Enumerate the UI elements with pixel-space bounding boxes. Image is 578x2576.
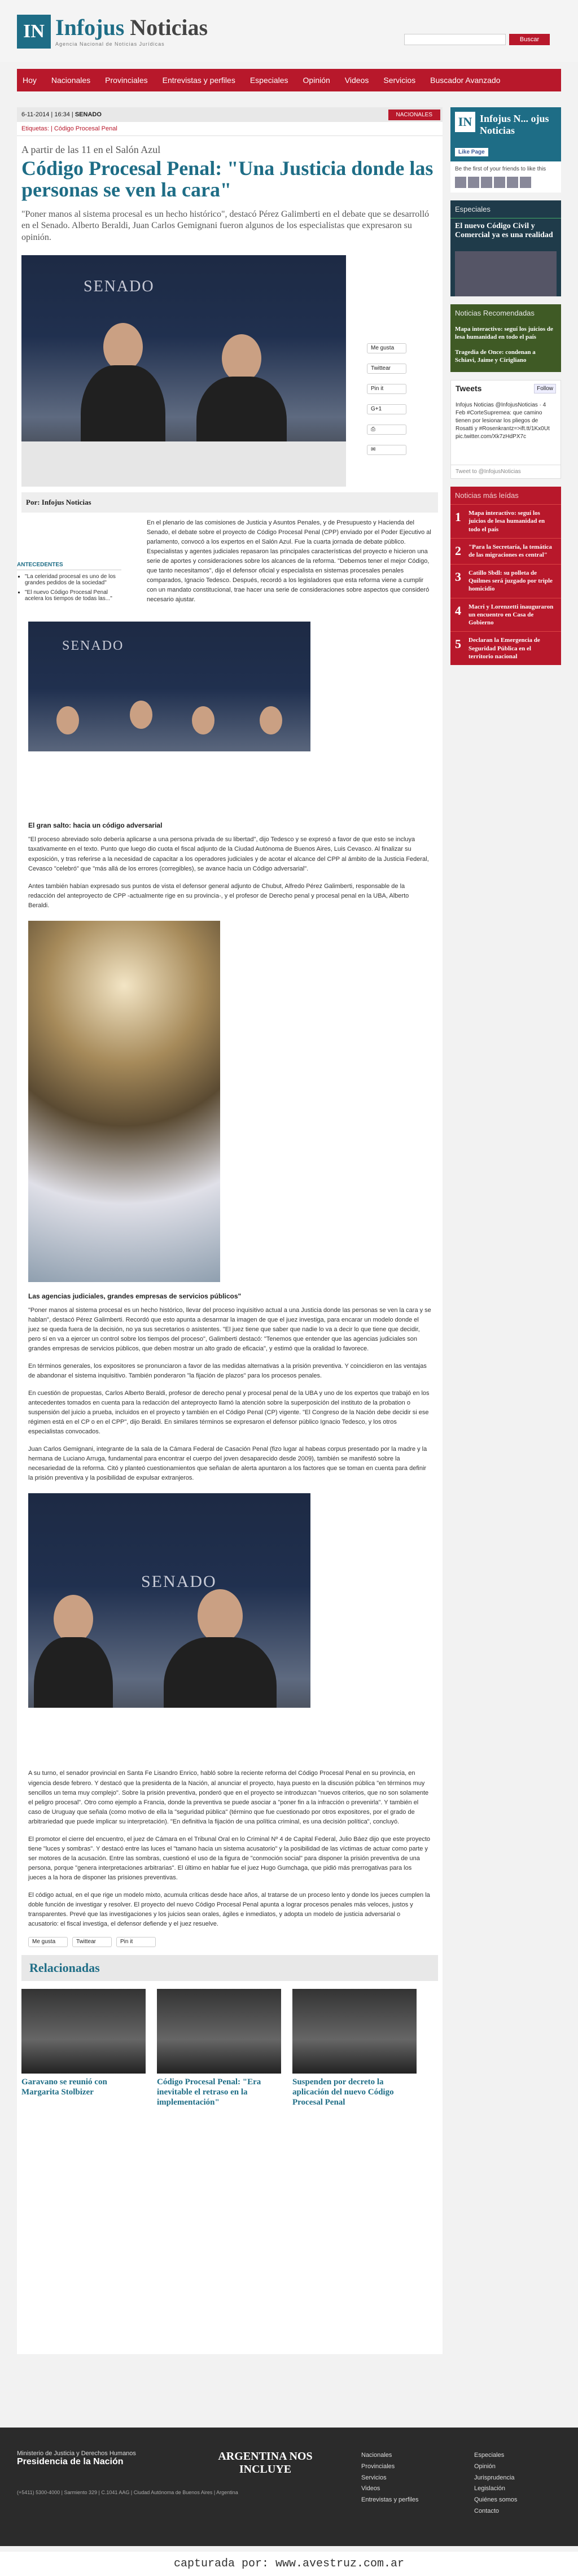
footer-link[interactable]: Provinciales (361, 2463, 395, 2470)
especiales-heading: Especiales (450, 200, 561, 218)
nav-servicios[interactable]: Servicios (383, 76, 416, 85)
fb-page-name[interactable]: Infojus N... ojus Noticias (480, 113, 549, 136)
article-time: 16:34 (54, 111, 70, 118)
tweet-button-bottom[interactable]: Twittear (72, 1937, 112, 1947)
article-title: Código Procesal Penal: "Una Justicia donde las personas se ven la cara" (21, 157, 434, 201)
paragraph-4: "Poner manos al sistema procesal es un hecho histórico, llevar del proceso inquisitivo actual a una Justicia donde las personas se ven la cara y se hablan", destacó Pérez Galimberti. Recordó que esto apunta a desarmar la imagen de que el juez investiga, para encarar un modelo donde el juez se queda fuera de la decisión, no ya sus secretarios o asistentes. "El juez tiene que saber que nadie lo va a decir lo que tiene que decidir, pero sí en va a ejercer un control sobre los tiempos del proceso", Galimberti destacó: "Tenemos que entender que las agencias judiciales son grandes empresas de servicios públicos, que deben mostrar un alto grado de eficacia", y estimó que la oralidad lo favorece. (28, 1306, 431, 1352)
print-icon[interactable]: ⎙ (367, 425, 406, 435)
main-nav (17, 69, 561, 91)
masleidas-heading: Noticias más leídas (455, 491, 519, 500)
footer-link[interactable]: Opinión (474, 2463, 496, 2470)
related-thumb (157, 1989, 281, 2074)
photo-senado-panel: SENADO (28, 622, 310, 814)
article-meta: 6-11-2014 | 16:34 | SENADO NACIONALES (17, 107, 443, 122)
article-pretitle: A partir de las 11 en el Salón Azul (21, 144, 161, 155)
search-button[interactable]: Buscar (509, 34, 550, 45)
paragraph-3: Antes también habían expresado sus puntos de vista el defensor general adjunto de Chubut, Alfredo Pérez Galimberti, responsable de la redacción del anteproyecto de CPP -actualmente rige en su provincia-, y el profesor de Derecho penal y procesal penal en la UBA, Alberto Beraldi. (28, 882, 409, 909)
nav-videos[interactable]: Videos (344, 76, 369, 85)
twitter-widget (450, 380, 561, 479)
site-tagline: Agencia Nacional de Noticias Jurídicas (55, 41, 165, 47)
related-item[interactable]: Suspenden por decreto la aplicación del nuevo Código Procesal Penal (292, 1989, 417, 2107)
footer-link[interactable]: Jurisprudencia (474, 2474, 515, 2481)
pinterest-button[interactable]: Pin it (367, 384, 406, 394)
nav-opinion[interactable]: Opinión (303, 76, 330, 85)
paragraph-5: En términos generales, los expositores se pronunciaron a favor de las medidas alternativas a la prisión preventiva. Y coincidieron en las ventajas de abandonar el sistema inquisitivo. También ponderaron "la fijación de plazos" para los procesos penales. (28, 1362, 427, 1380)
search-form (404, 34, 550, 45)
footer-link[interactable]: Legislación (474, 2485, 506, 2492)
antecedentes-heading: ANTECEDENTES (17, 562, 121, 570)
especiales-thumb (455, 251, 557, 296)
nav-hoy[interactable]: Hoy (23, 76, 37, 85)
paragraph-9: El promotor el cierre del encuentro, el juez de Cámara en el Tribunal Oral en lo Criminal Nº 4 de Capital Federal, Julio Báez dijo que este proyecto tiene "luces y sombras". Y destacó entre las luces el "tamano hacia un sistema acusatorio" y la posibilidad de las víctimas de actuar como parte y ser motores de la acusación. Entre las sombras, cuestionó el uso de la figura de "conmoción social" para disponer la prisión preventiva de una persona, porque "genera interpretaciones arbitrarias". El último en hablar fue el juez Hugo Gumchaga, que pidió más prerrogativas para los jueces a la hora de disponer las prisiones preventivas. (28, 1835, 431, 1881)
tweets-heading: Tweets (456, 384, 482, 393)
email-icon[interactable]: ✉ (367, 445, 406, 455)
nav-provinciales[interactable]: Provinciales (105, 76, 148, 85)
logo-mark: IN (17, 15, 51, 49)
footer-link[interactable]: Entrevistas y perfiles (361, 2496, 419, 2504)
antecedente-link[interactable]: ▪ "El nuevo Código Procesal Penal acelera los tiempos de todas las..." (25, 589, 121, 602)
gplus-button[interactable]: G+1 (367, 404, 406, 414)
related-item[interactable]: Garavano se reunió con Margarita Stolbizer (21, 1989, 146, 2107)
photo-salon-azul (28, 921, 220, 1282)
section-tag[interactable]: NACIONALES (388, 110, 440, 120)
footer-link[interactable]: Especiales (474, 2452, 505, 2459)
fb-avatars (450, 177, 561, 193)
paragraph-2: "El proceso abreviado solo debería aplicarse a una persona privada de su libertad", dijo Tedesco y se expresó a favor de que esto se incluya taxativamente en el texto. Punto que luego dio cuota el fiscal adjunto de la Ciudad Autónoma de Buenos Aires, Luis Cevasco. Al finalizar su exposición, y tras referirse a la necesidad de capacitar a los operadores judiciales y de acotar el alcance del CPP al ámbito de la Justicia Federal, Cevasco "celebró" que "más allá de los errores (corregibles), se avance hacia un Código adversarial". (28, 836, 429, 872)
site-logo[interactable] (17, 15, 208, 49)
pinterest-button-bottom[interactable]: Pin it (116, 1937, 156, 1947)
masleida-item[interactable]: 3 Catillo Sbdl: su polleta de Quilmes será juzgado por triple homicidio (450, 564, 561, 598)
paragraph-7: Juan Carlos Gemignani, integrante de la sala de la Cámara Federal de Casación Penal (fizo lugar al habeas corpus presentado por la madre y la hermana de Luciano Arruga, fundamental para encontrar el cuerpo del joven desaparecido desde 2009), también se manifestó sobre la necesariedad de la reforma. Citó y planteó cuestionamientos que señalan de alerta apuntaron a los factores que se toman en cuenta para definir la prisión preventiva y la posibilidad de expulsar extranjeros. (28, 1446, 427, 1482)
footer-link[interactable]: Contacto (474, 2507, 500, 2514)
nav-entrevistas[interactable]: Entrevistas y perfiles (162, 76, 235, 85)
paragraph-8: A su turno, el senador provincial en Santa Fe Lisandro Enrico, habló sobre la reciente reforma del Código Procesal Penal en su provincia, en vigencia desde febrero. Y destacó que la presidenta de la Nación, al anunciar el proyecto, haya puesto en la discusión pública "en términos muy sencillos un tema muy complejo". Sobre la prisión preventiva, ponderó que en el proyecto se introduzcan "nuevos criterios, que no son solamente el peligro procesal". Otro como ejemplo a Francia, donde la preventiva se puede asociar a "poner fin a la infracción o prevenirla". Y también el caso de Uruguay que señala (como motivo de ella la "seguridad pública" (término que fue cuestionado por otros expositores, por el grado de arbitrariedad que puede implicar su interpretación). "En definitiva la fijación de una política criminal, es una decisión política", concluyó. (28, 1770, 429, 1825)
masleida-item[interactable]: 4 Macri y Lorenzetti inauguraron un encuentro en Casa de Gobierno (450, 598, 561, 632)
especiales-text: El nuevo Código Civil y Comercial ya es una realidad (455, 222, 553, 239)
footer-ministerio[interactable]: Ministerio de Justicia y Derechos Humanos Presidencia de la Nación (17, 2450, 136, 2466)
related-thumb (21, 1989, 146, 2074)
share-bar-bottom (28, 1937, 431, 1947)
recomendadas-heading: Noticias Recomendadas (455, 309, 535, 317)
footer-argentina-logo: ARGENTINA NOS INCLUYE (218, 2450, 313, 2476)
masleida-item[interactable]: 2 "Para la Secretaría, la temática de las migraciones es central" (450, 538, 561, 564)
article-lead: "Poner manos al sistema procesal es un hecho histórico", destacó Pérez Galimberti en el debate que se desarrolló en el Senado. Alberto Beraldi, Juan Carlos Gemignani fueron algunos de los especialistas que expresaron su opinión. (21, 209, 430, 243)
facebook-like-button-bottom[interactable]: Me gusta (28, 1937, 68, 1947)
tweet-text: Infojus Noticias @InfojusNoticias · 4 Feb #CorteSupremea: que camino tienen por lesionar los pliegos de Rosatti y #Rosenkrantz=>ift.tt/1Kx0Ut pic.twitter.com/Xk7zHdPX7c (456, 402, 550, 440)
fb-friends-text: Be the first of your friends to like this (450, 161, 561, 177)
tags-breadcrumb[interactable]: Etiquetas: | Código Procesal Penal (17, 122, 443, 136)
related-list (17, 1981, 443, 2115)
avatar (455, 177, 466, 188)
related-item[interactable]: Código Procesal Penal: "Era inevitable el retraso en la implementación" (157, 1989, 281, 2107)
photo-credit: Por: Infojus Noticias (21, 492, 438, 513)
site-footer (0, 2428, 578, 2546)
avatar (507, 177, 518, 188)
avatar (494, 177, 505, 188)
tweet-input[interactable]: Tweet to @InfojusNoticias (451, 465, 561, 478)
masleida-item[interactable]: 5 Declaran la Emergencia de Seguridad Pública en el territorio nacional (450, 631, 561, 665)
section-heading-adversarial: El gran salto: hacia un código adversarial (28, 821, 163, 830)
footer-link[interactable]: Quiénes somos (474, 2496, 518, 2504)
footer-link[interactable]: Servicios (361, 2474, 387, 2481)
related-thumb (292, 1989, 417, 2074)
recomendadas-box (450, 304, 561, 372)
footer-links-2 (474, 2450, 517, 2517)
main-photo: SENADO (21, 255, 346, 487)
sidebar (450, 107, 561, 665)
tweet-button[interactable]: Twittear (367, 364, 406, 374)
footer-links-1 (361, 2450, 418, 2506)
recomendada-item[interactable]: Tragedia de Once: condenan a Schiavi, Jaime y Cirigliano (455, 348, 536, 364)
fb-like-page-button[interactable]: Like Page (455, 148, 488, 156)
capture-credit: capturada por: www.avestruz.com.ar (0, 2552, 578, 2576)
photo-speaker: SENADO (28, 1493, 310, 1759)
footer-link[interactable]: Nacionales (361, 2452, 392, 2459)
search-input[interactable] (404, 34, 506, 45)
nav-nacionales[interactable]: Nacionales (51, 76, 91, 85)
antecedente-link[interactable]: ▪ "La celeridad procesal es uno de los grandes pedidos de la sociedad" (25, 574, 121, 586)
site-name: Infojus Noticias (55, 15, 208, 40)
avatar (520, 177, 531, 188)
facebook-like-button[interactable]: Me gusta (367, 343, 406, 353)
avatar (481, 177, 492, 188)
share-bar (367, 333, 435, 465)
twitter-follow-button[interactable]: Follow (534, 384, 556, 393)
masleidas-box (450, 487, 561, 665)
article-section: SENADO (75, 111, 102, 118)
recomendada-item[interactable]: Mapa interactivo: seguí los juicios de lesa humanidad en todo el país (455, 326, 553, 341)
facebook-widget (450, 107, 561, 161)
avatar (468, 177, 479, 188)
nav-buscador[interactable]: Buscador Avanzado (430, 76, 501, 85)
paragraph-6: En cuestión de propuestas, Carlos Alberto Beraldi, profesor de derecho penal y procesal penal de la UBA y uno de los expertos que trabajó en los antecedentes tomados en cuenta para la redacción del anteproyecto llamó la atención sobre la superposición del instituto de la probation o suspensión del juicio a prueba, incluidos en el proyecto y también en el Código Penal (CP) vigente. "El Congreso de la Nación debe decidir si ese régimen está en el CP o en el CPP", dijo Beraldi. En similares términos se expresaron el defensor público Ignacio Tedesco, y los otros especialistas convocados. (28, 1390, 430, 1436)
nav-especiales[interactable]: Especiales (249, 76, 288, 85)
fb-logo-mark: IN (455, 112, 475, 132)
masleida-item[interactable]: 1 Mapa interactivo: seguí los juicios de lesa humanidad en todo el país (450, 504, 561, 538)
site-header (0, 0, 578, 62)
paragraph-1: En el plenario de las comisiones de Justicia y Asuntos Penales, y de Presupuesto y Hacienda del Senado, el debate sobre el proyecto de Código Procesal Penal (CPP) enviado por el Poder Ejecutivo al parlamento, convocó a los expertos en el Salón Azul. Fue la cuarta jornada de debate público. Especialistas y agentes judiciales repasaron las principales características del proyecto e hicieron una serie de aportes y consideraciones sobre los alcances de la reforma. "Debemos tener el mejor Código, que tanto necesitamos", dijo el defensor oficial y especialista en sistemas procesales penales comparados, Ignacio Tedesco. Después, recordó a los legisladores que esta reforma viene a cumplir con un mandato constitucional, trae hacer una serie de consideraciones sobre aspectos que consideró necesario ajustar. (147, 519, 431, 603)
antecedentes-box (17, 562, 121, 605)
paragraph-10: El código actual, en el que rige un modelo mixto, acumula críticas desde hace años, al tratarse de un proceso lento y donde los jueces cumplen la doble función de investigar y resolver. El proyecto del nuevo Código Procesal Penal apunta a lograr procesos penales más veloces, justos y transparentes. Prevé que las investigaciones y los juicios sean orales, ágiles e inmediatos, y adopta un modelo de justicia adversarial o acusatorio: el fiscal investiga, el defensor defiende y el juez resuelve. (28, 1892, 430, 1928)
intro-text (147, 518, 443, 605)
footer-link[interactable]: Videos (361, 2485, 380, 2492)
especiales-box[interactable] (450, 200, 561, 296)
article-date: 6-11-2014 (21, 111, 50, 118)
article-column (17, 107, 443, 2354)
section-heading-agencias: Las agencias judiciales, grandes empresas de servicios públicos" (28, 1292, 242, 1300)
related-heading: Relacionadas (21, 1955, 438, 1981)
footer-address: (+5411) 5300-4000 | Sarmiento 329 | C.1041 AAG | Ciudad Autónoma de Buenos Aires | Argentina (17, 2490, 238, 2495)
